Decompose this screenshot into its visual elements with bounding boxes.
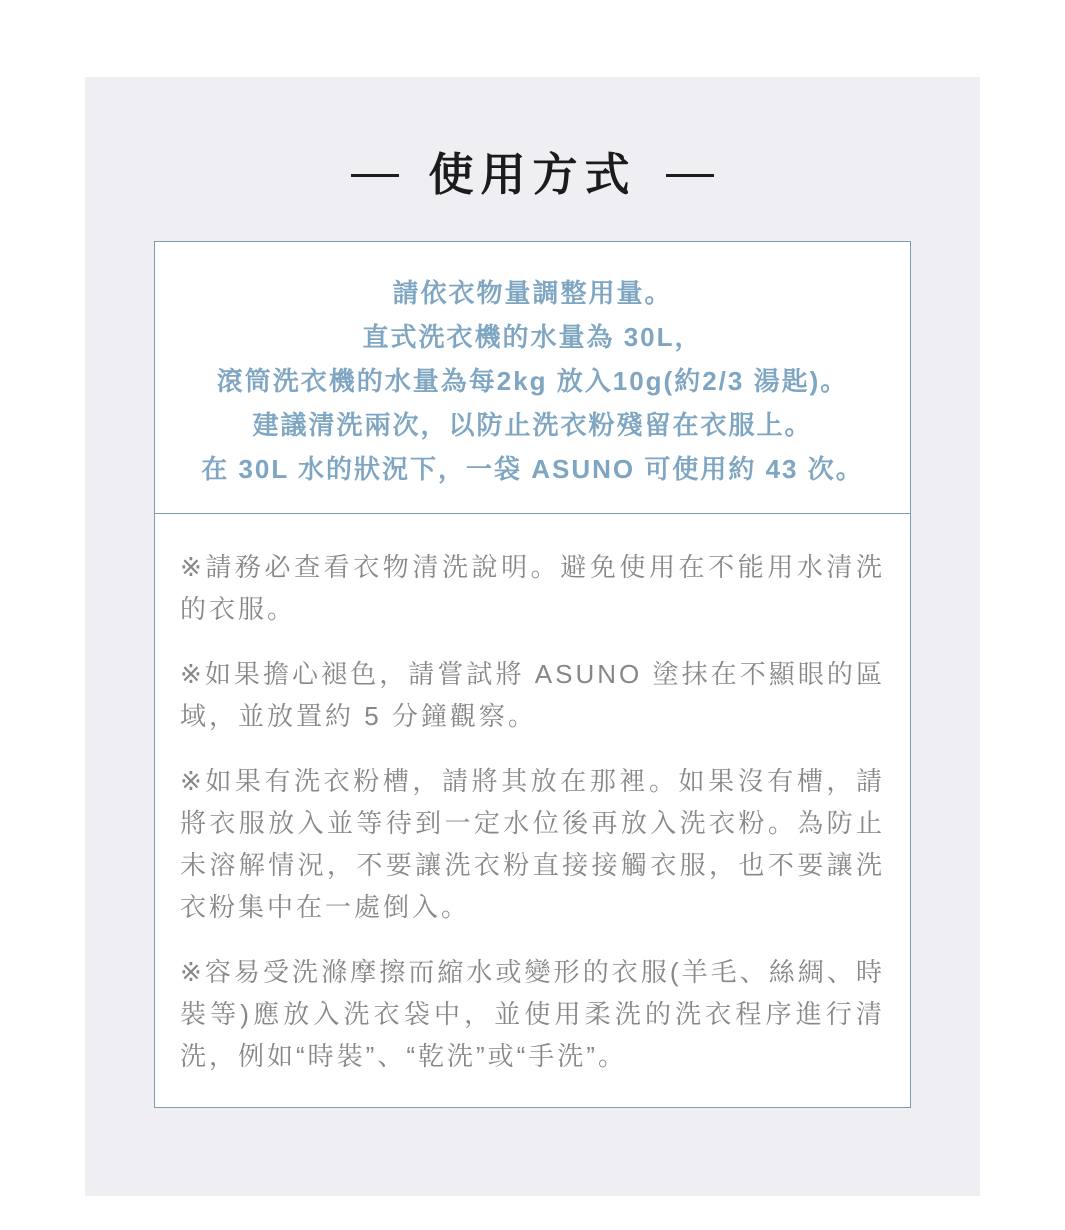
dosage-line-drum-dose: 滾筒洗衣機的水量為每2kg 放入10g(約2/3 湯匙)。: [216, 365, 849, 396]
title-right-dash: [666, 174, 714, 177]
section-title: 使用方式: [428, 150, 637, 200]
dosage-line-adjust-amount: 請依衣物量調整用量。: [392, 277, 673, 308]
note-color-fade-test: ※如果擔心褪色，請嘗試將 ASUNO 塗抹在不顯眼的區域，並放置約 5 分鐘觀察。: [180, 658, 885, 731]
dosage-line-rinse-twice: 建議清洗兩次，以防止洗衣粉殘留在衣服上。: [252, 409, 813, 440]
note-check-care-label: ※請務必查看衣物清洗說明。避免使用在不能用水清洗的衣服。: [180, 551, 885, 624]
note-delicate-garments: ※容易受洗滌摩擦而縮水或變形的衣服(羊毛、絲綢、時裝等)應放入洗衣袋中，並使用柔洗的洗衣程序進行清洗，例如“時裝”、“乾洗”或“手洗”。: [180, 956, 885, 1071]
usage-notes-box: [154, 513, 911, 1108]
dosage-line-uses-per-bag: 在 30L 水的狀況下，一袋 ASUNO 可使用約 43 次。: [201, 453, 864, 484]
product-usage-page: [0, 77, 1065, 1196]
dosage-line-top-load-water: 直式洗衣機的水量為 30L，: [362, 321, 703, 352]
title-left-dash: [351, 174, 399, 177]
note-detergent-drawer: ※如果有洗衣粉槽，請將其放在那裡。如果沒有槽，請將衣服放入並等待到一定水位後再放入洗衣粉。為防止未溶解情況，不要讓洗衣粉直接接觸衣服，也不要讓洗衣粉集中在一處倒入。: [180, 765, 885, 922]
section-title-row: [85, 77, 980, 201]
dosage-instructions-box: [154, 241, 911, 514]
usage-section-panel: [85, 77, 980, 1196]
